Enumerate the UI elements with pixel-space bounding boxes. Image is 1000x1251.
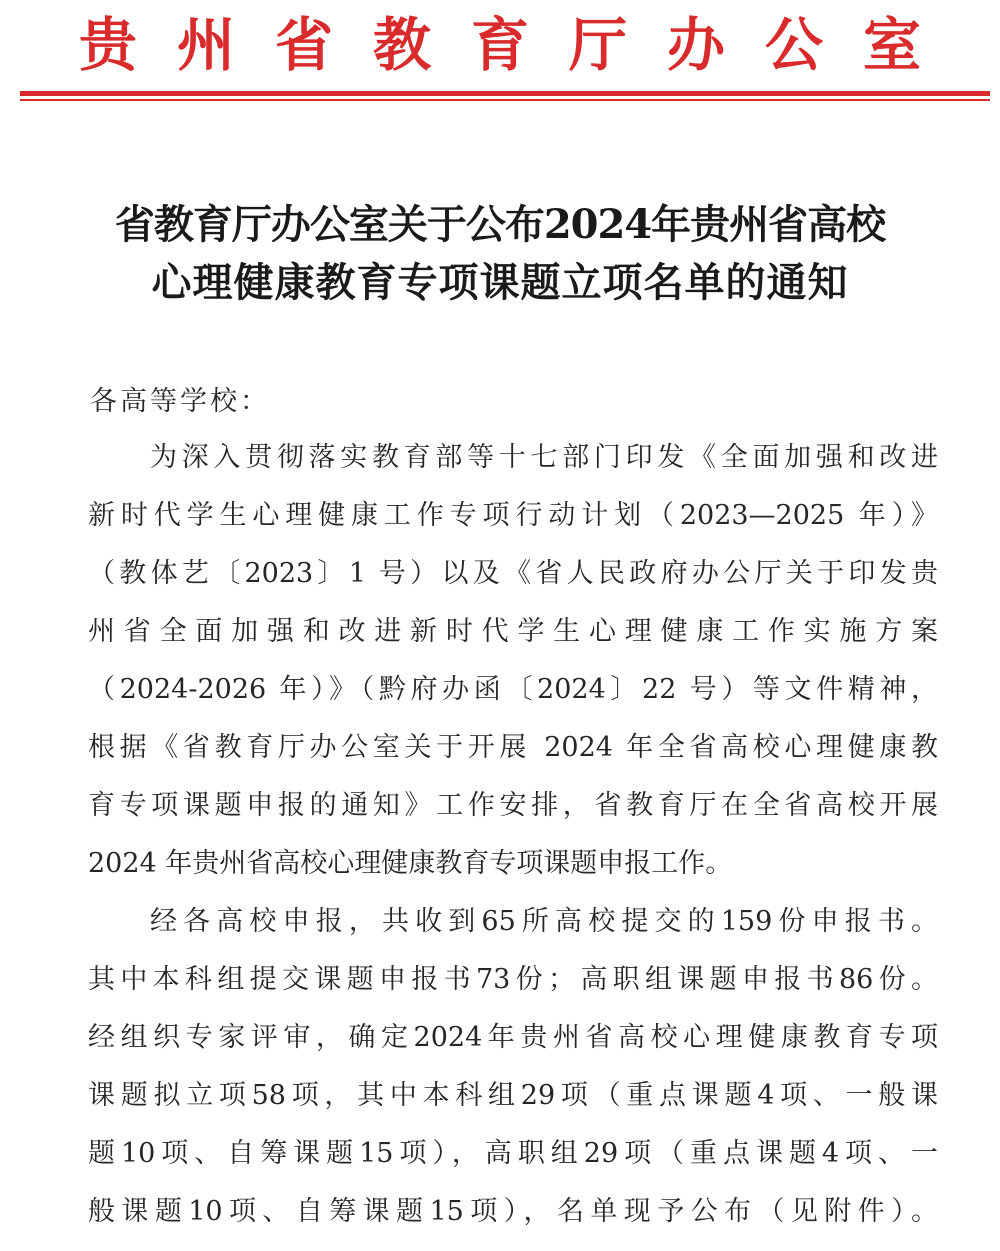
paragraph-line: 育专项课题申报的通知》工作安排，省教育厅在全省高校开展 bbox=[88, 790, 938, 821]
paragraph-line: 课题拟立项58项，其中本科组29项（重点课题4项、一般课 bbox=[88, 1080, 938, 1111]
letterhead-rule-thick bbox=[20, 91, 990, 96]
paragraph-line: 新时代学生心理健康工作专项行动计划（2023—2025 年）》 bbox=[88, 500, 938, 531]
document-title-line-2: 心理健康教育专项课题立项名单的通知 bbox=[151, 259, 849, 306]
paragraph-line: 般课题10项、自筹课题15项），名单现予公布（见附件）。 bbox=[88, 1196, 938, 1227]
paragraph-line: 根据《省教育厅办公室关于开展 2024 年全省高校心理健康教 bbox=[88, 732, 938, 763]
document-title-line-1: 省教育厅办公室关于公布2024年贵州省高校 bbox=[114, 201, 886, 248]
letterhead-org-name: 贵州省教育厅办公室 bbox=[78, 11, 961, 79]
paragraph-line: 州省全面加强和改进新时代学生心理健康工作实施方案 bbox=[88, 616, 938, 647]
letterhead-rule-thin bbox=[20, 99, 990, 101]
paragraph-line: 为深入贯彻落实教育部等十七部门印发《全面加强和改进 bbox=[150, 442, 938, 473]
paragraph-line: （教体艺〔2023〕1 号）以及《省人民政府办公厅关于印发贵 bbox=[88, 558, 938, 589]
salutation: 各高等学校： bbox=[90, 386, 270, 417]
paragraph-line: 经各高校申报，共收到65所高校提交的159份申报书。 bbox=[150, 906, 938, 937]
paragraph-line: 经组织专家评审，确定2024年贵州省高校心理健康教育专项 bbox=[88, 1022, 938, 1053]
paragraph-line: （2024-2026 年）》（黔府办函〔2024〕22 号）等文件精神， bbox=[88, 674, 938, 705]
paragraph-line: 题10项、自筹课题15项），高职组29项（重点课题4项、一 bbox=[88, 1138, 938, 1169]
paragraph-line: 其中本科组提交课题申报书73份；高职组课题申报书86份。 bbox=[88, 964, 938, 995]
paragraph-line: 2024 年贵州省高校心理健康教育专项课题申报工作。 bbox=[88, 848, 733, 879]
